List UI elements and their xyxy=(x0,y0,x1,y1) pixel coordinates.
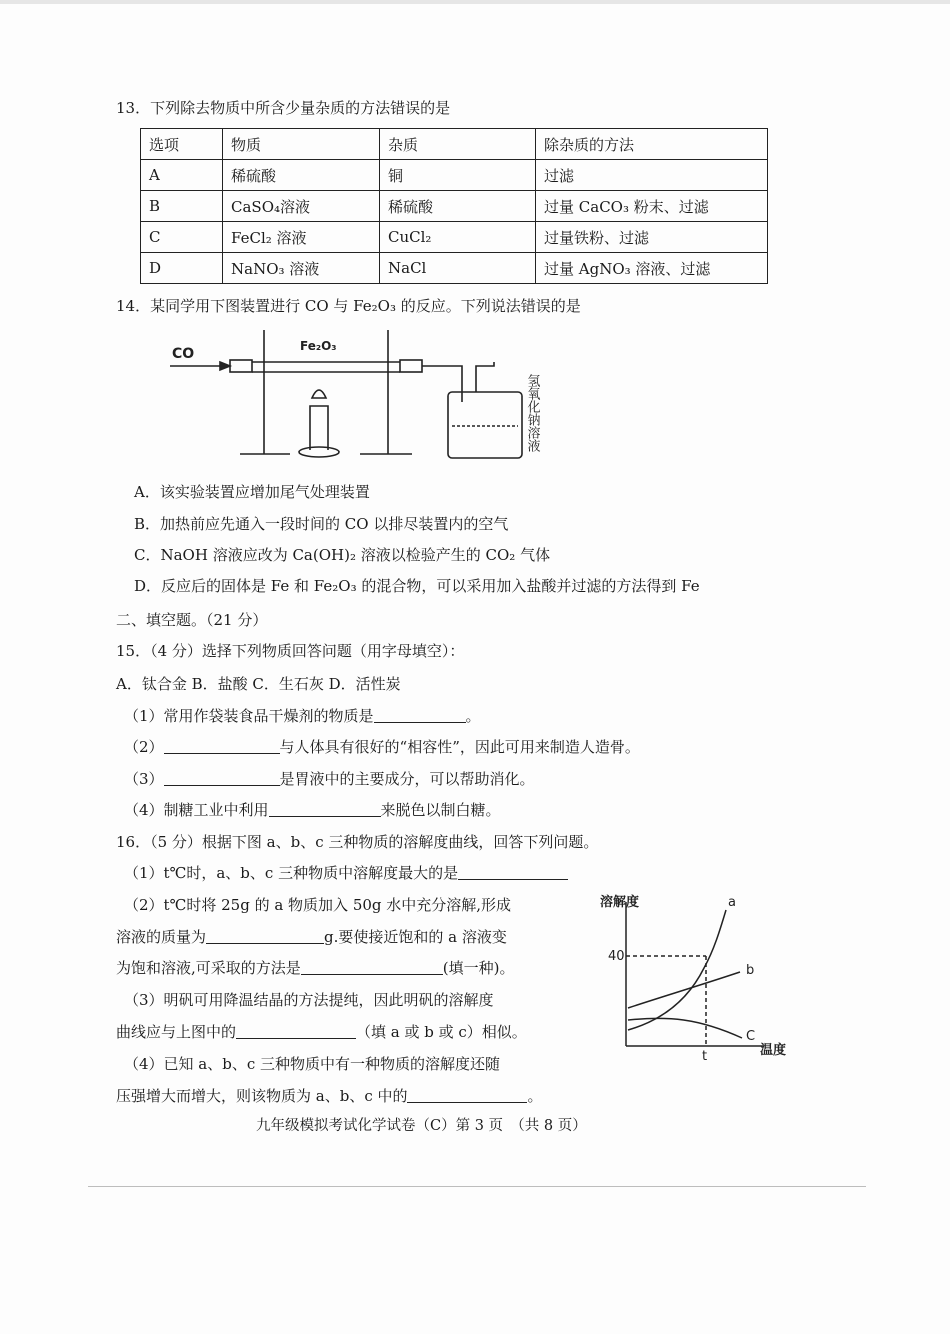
burner-body xyxy=(310,406,328,450)
table-row xyxy=(141,253,768,284)
q15-choices: A．钛合金 B．盐酸 C．生石灰 D．活性炭 xyxy=(116,675,401,693)
solubility-curve-graph xyxy=(588,890,803,1065)
q15-item-1 xyxy=(124,706,481,726)
q16-part-3-line-1: （3）明矾可用降温结晶的方法提纯，因此明矾的溶解度 xyxy=(124,991,494,1009)
curve-a xyxy=(628,910,726,1030)
table-row xyxy=(141,191,768,222)
table-cell: 稀硫酸 xyxy=(223,160,380,191)
burner-base xyxy=(299,447,339,457)
q15-item-2-text: 与人体具有很好的“相容性”，因此可用来制造人造骨。 xyxy=(279,738,640,756)
table-cell: 过量 AgNO₃ 溶液、过滤 xyxy=(536,253,768,284)
bottle-outlet xyxy=(476,362,494,392)
answer-blank[interactable] xyxy=(164,771,280,786)
q16-part-3-text: 曲线应与上图中的 xyxy=(116,1023,237,1041)
answer-blank[interactable] xyxy=(206,929,324,944)
q14-option-b: B．加热前应先通入一段时间的 CO 以排尽装置内的空气 xyxy=(134,515,509,533)
table-cell: B xyxy=(141,191,223,222)
q15-item-4-end: 来脱色以制白糖。 xyxy=(380,801,501,819)
q16-part-2-line-1: （2）t℃时将 25g 的 a 物质加入 50g 水中充分溶解,形成 xyxy=(124,896,512,914)
naoh-solution-label: 氢氧化钠溶液 xyxy=(524,374,540,452)
q16-part-2-text: 溶液的质量为 xyxy=(116,928,207,946)
q16-part-2-text-d: (填一种)。 xyxy=(442,959,515,977)
table-header-row xyxy=(141,129,768,160)
q15-item-2-num: （2） xyxy=(124,738,164,756)
outlet-tube xyxy=(422,366,462,402)
q15-stem: 15．（4 分）选择下列物质回答问题（用字母填空）： xyxy=(116,642,465,660)
table-cell: 过量 CaCO₃ 粉末、过滤 xyxy=(536,191,768,222)
table-cell: C xyxy=(141,222,223,253)
q16-part-4-line-1: （4）已知 a、b、c 三种物质中有一种物质的溶解度还随 xyxy=(124,1055,501,1073)
page-bottom-edge xyxy=(88,1186,866,1187)
q15-item-2 xyxy=(124,737,640,757)
table-cell: 稀硫酸 xyxy=(380,191,536,222)
answer-blank[interactable] xyxy=(374,708,466,723)
table-cell: D xyxy=(141,253,223,284)
curve-a-label: a xyxy=(728,895,736,910)
table-cell: A xyxy=(141,160,223,191)
answer-blank[interactable] xyxy=(269,802,381,817)
table-cell: NaCl xyxy=(380,253,536,284)
burner-flame xyxy=(312,390,326,398)
header-impurity: 杂质 xyxy=(380,129,536,160)
q14-option-a: A．该实验装置应增加尾气处理装置 xyxy=(134,483,370,501)
q16-part-1-text: （1）t℃时，a、b、c 三种物质中溶解度最大的是 xyxy=(124,864,459,882)
q14-stem: 14．某同学用下图装置进行 CO 与 Fe₂O₃ 的反应。下列说法错误的是 xyxy=(116,297,581,315)
wash-bottle xyxy=(448,392,522,458)
x-mark-t: t xyxy=(702,1049,708,1064)
answer-blank[interactable] xyxy=(458,865,568,880)
table-cell: 过量铁粉、过滤 xyxy=(536,222,768,253)
q16-part-4-end: 。 xyxy=(527,1087,543,1105)
co-reduction-apparatus-diagram xyxy=(160,322,550,472)
q15-item-4 xyxy=(124,800,501,820)
curve-c xyxy=(628,1018,742,1038)
table-cell: 过滤 xyxy=(536,160,768,191)
q16-stem: 16．（5 分）根据下图 a、b、c 三种物质的溶解度曲线，回答下列问题。 xyxy=(116,833,599,851)
q16-part-2-line-3 xyxy=(116,958,515,978)
q15-item-3 xyxy=(124,769,535,789)
q16-part-3-line-2 xyxy=(116,1022,527,1042)
table-cell: 铜 xyxy=(380,160,536,191)
answer-blank[interactable] xyxy=(236,1024,356,1039)
q16-part-2-text-b: g.要使接近饱和的 a 溶液变 xyxy=(324,928,507,946)
answer-blank[interactable] xyxy=(301,960,443,975)
page-footer: 九年级模拟考试化学试卷（C）第 3 页 （共 8 页） xyxy=(256,1118,587,1134)
table-row xyxy=(141,222,768,253)
q16-part-1 xyxy=(124,863,568,883)
y-mark-40: 40 xyxy=(608,949,625,964)
curve-c-label: C xyxy=(746,1029,756,1044)
q14-option-d: D．反应后的固体是 Fe 和 Fe₂O₃ 的混合物，可以采用加入盐酸并过滤的方法得到 Fe xyxy=(134,577,700,595)
answer-blank[interactable] xyxy=(164,739,280,754)
header-option: 选项 xyxy=(141,129,223,160)
q15-item-1-text: （1）常用作袋装食品干燥剂的物质是 xyxy=(124,707,374,725)
header-method: 除杂质的方法 xyxy=(536,129,768,160)
section-heading: 二、填空题。（21 分） xyxy=(116,611,268,629)
right-stopper xyxy=(400,360,422,372)
q15-item-1-end: 。 xyxy=(465,707,481,725)
y-axis-label: 溶解度 xyxy=(600,895,640,910)
q13-table xyxy=(140,128,768,284)
q15-item-4-text: （4）制糖工业中利用 xyxy=(124,801,269,819)
table-cell: CuCl₂ xyxy=(380,222,536,253)
scan-edge xyxy=(0,0,950,4)
q14-option-c: C．NaOH 溶液应改为 Ca(OH)₂ 溶液以检验产生的 CO₂ 气体 xyxy=(134,546,551,564)
left-stopper xyxy=(230,360,252,372)
q16-part-4-line-2 xyxy=(116,1086,543,1106)
table-row xyxy=(141,160,768,191)
x-axis-label: 温度 xyxy=(760,1043,787,1058)
q15-item-3-text: 是胃液中的主要成分，可以帮助消化。 xyxy=(279,770,535,788)
answer-blank[interactable] xyxy=(407,1088,527,1103)
q16-part-3-text-b: （填 a 或 b 或 c）相似。 xyxy=(356,1023,527,1041)
table-cell: CaSO₄溶液 xyxy=(223,191,380,222)
table-cell: NaNO₃ 溶液 xyxy=(223,253,380,284)
q16-part-2-line-2 xyxy=(116,927,507,947)
table-cell: FeCl₂ 溶液 xyxy=(223,222,380,253)
q16-part-2-text-c: 为饱和溶液,可采取的方法是 xyxy=(116,959,301,977)
q16-part-4-text: 压强增大而增大，则该物质为 a、b、c 中的 xyxy=(116,1087,408,1105)
fe2o3-label: Fe₂O₃ xyxy=(300,339,337,353)
curve-b-label: b xyxy=(746,963,755,978)
arrow-head xyxy=(220,362,230,370)
curve-b xyxy=(628,972,740,1008)
header-substance: 物质 xyxy=(223,129,380,160)
q13-stem: 13．下列除去物质中所含少量杂质的方法错误的是 xyxy=(116,99,451,117)
q15-item-3-num: （3） xyxy=(124,770,164,788)
co-label: CO xyxy=(172,346,195,362)
